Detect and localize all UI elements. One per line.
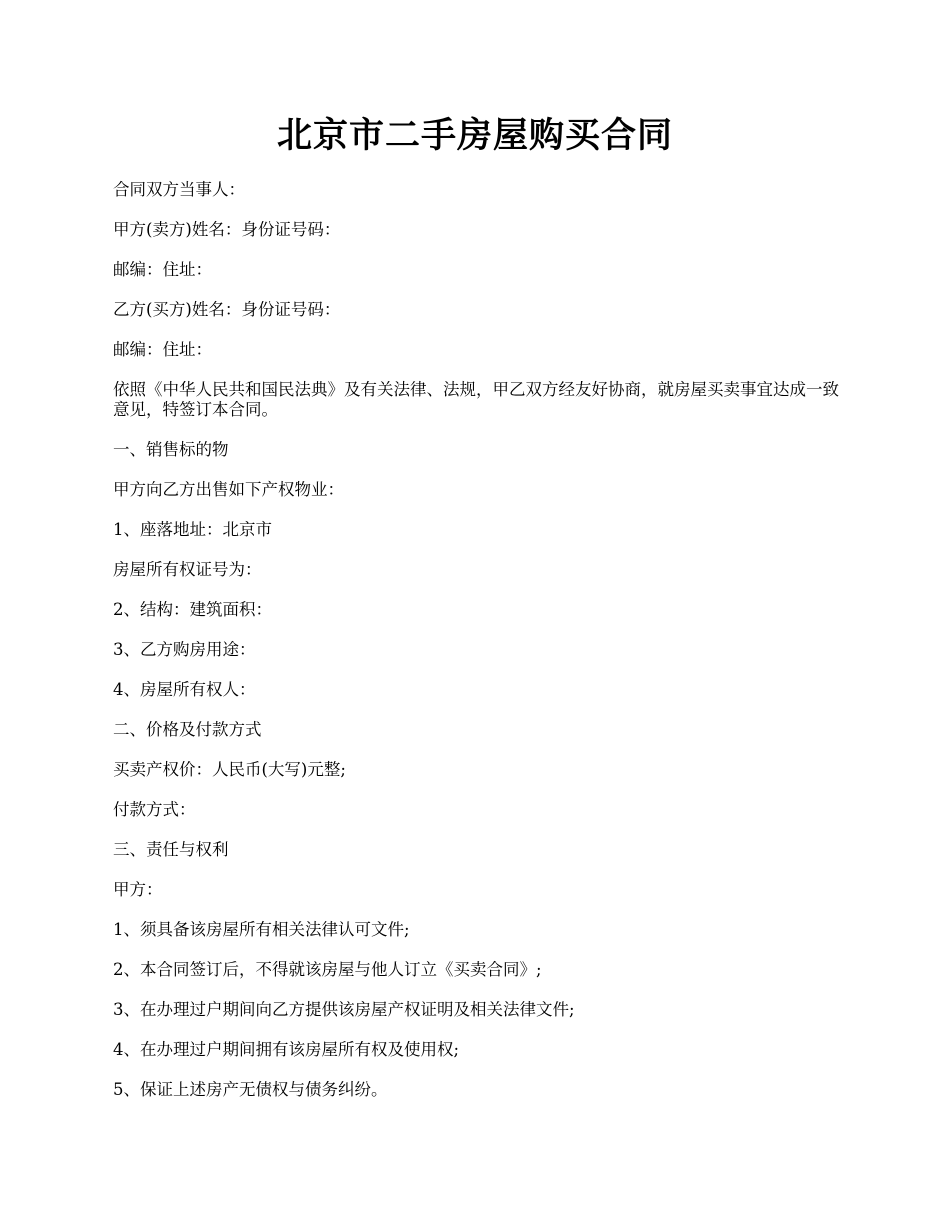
paragraph-clause-3: 3、在办理过户期间向乙方提供该房屋产权证明及相关法律文件;: [113, 1000, 575, 1019]
paragraph-seller-address: 邮编：住址：: [113, 260, 212, 279]
section-heading-price: 二、价格及付款方式: [113, 720, 262, 739]
paragraph-location: 1、座落地址：北京市: [113, 520, 272, 539]
paragraph-subject-intro: 甲方向乙方出售如下产权物业：: [113, 480, 344, 499]
paragraph-clause-1: 1、须具备该房屋所有相关法律认可文件;: [113, 920, 410, 939]
paragraph-structure-area: 2、结构：建筑面积：: [113, 600, 272, 619]
paragraph-buyer-address: 邮编：住址：: [113, 340, 212, 359]
section-heading-subject: 一、销售标的物: [113, 440, 229, 459]
paragraph-purpose: 3、乙方购房用途：: [113, 640, 256, 659]
paragraph-certificate-number: 房屋所有权证号为：: [113, 560, 262, 579]
document-title: 北京市二手房屋购买合同: [276, 115, 673, 156]
paragraph-owner: 4、房屋所有权人：: [113, 680, 256, 699]
paragraph-clause-4: 4、在办理过户期间拥有该房屋所有权及使用权;: [113, 1040, 460, 1059]
section-heading-responsibilities: 三、责任与权利: [113, 840, 229, 859]
paragraph-seller-name: 甲方(卖方)姓名：身份证号码：: [113, 220, 341, 239]
paragraph-buyer-name: 乙方(买方)姓名：身份证号码：: [113, 300, 341, 319]
paragraph-clause-5: 5、保证上述房产无债权与债务纠纷。: [113, 1080, 388, 1099]
paragraph-preamble: 依照《中华人民共和国民法典》及有关法律、法规，甲乙双方经友好协商，就房屋买卖事宜达成一致意见，特签订本合同。: [113, 380, 839, 419]
paragraph-party-a: 甲方：: [113, 880, 163, 899]
paragraph-parties-heading: 合同双方当事人：: [113, 180, 245, 199]
paragraph-price: 买卖产权价：人民币(大写)元整;: [113, 760, 346, 779]
document-body: [113, 180, 843, 1120]
paragraph-clause-2: 2、本合同签订后，不得就该房屋与他人订立《买卖合同》;: [113, 960, 542, 979]
paragraph-payment-method: 付款方式：: [113, 800, 196, 819]
